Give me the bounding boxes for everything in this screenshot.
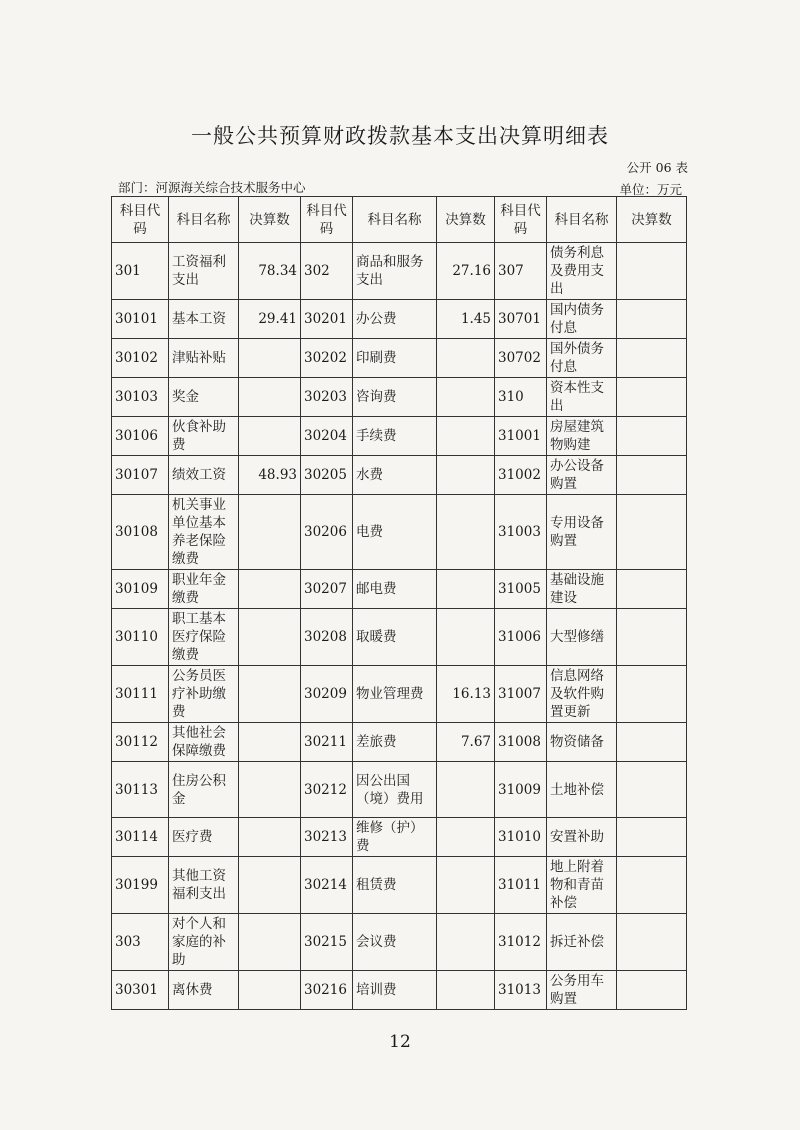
- cell-amount: [239, 666, 301, 723]
- cell-name: 机关事业单位基本养老保险缴费: [169, 495, 239, 570]
- table-row: [112, 456, 687, 495]
- unit-label: 单位：万元: [619, 182, 682, 197]
- cell-amount: [437, 417, 495, 456]
- cell-code: 30113: [112, 762, 169, 818]
- cell-name: 物业管理费: [353, 666, 437, 723]
- cell-code: 307: [495, 243, 547, 300]
- cell-amount: 29.41: [239, 300, 301, 339]
- cell-name: 大型修缮: [547, 609, 617, 666]
- table-row: [112, 495, 687, 570]
- cell-amount: [617, 495, 687, 570]
- cell-name: 差旅费: [353, 723, 437, 762]
- cell-name: 基本工资: [169, 300, 239, 339]
- table-row: [112, 339, 687, 378]
- cell-amount: [617, 456, 687, 495]
- cell-amount: [617, 378, 687, 417]
- cell-name: 会议费: [353, 914, 437, 971]
- cell-name: 国外债务付息: [547, 339, 617, 378]
- cell-code: 30199: [112, 857, 169, 914]
- cell-amount: [437, 818, 495, 857]
- cell-code: 30106: [112, 417, 169, 456]
- cell-code: 30216: [301, 971, 353, 1010]
- cell-amount: [617, 857, 687, 914]
- cell-name: 职工基本医疗保险缴费: [169, 609, 239, 666]
- cell-amount: [239, 857, 301, 914]
- cell-amount: [617, 243, 687, 300]
- cell-amount: 16.13: [437, 666, 495, 723]
- table-row: [112, 971, 687, 1010]
- cell-amount: [617, 339, 687, 378]
- cell-amount: [239, 339, 301, 378]
- table-row: [112, 378, 687, 417]
- cell-name: 维修（护）费: [353, 818, 437, 857]
- cell-code: 30212: [301, 762, 353, 818]
- cell-code: 30213: [301, 818, 353, 857]
- cell-name: 津贴补贴: [169, 339, 239, 378]
- cell-name: 医疗费: [169, 818, 239, 857]
- cell-name: 物资储备: [547, 723, 617, 762]
- cell-code: 30112: [112, 723, 169, 762]
- cell-name: 土地补偿: [547, 762, 617, 818]
- cell-code: 30102: [112, 339, 169, 378]
- cell-name: 印刷费: [353, 339, 437, 378]
- cell-amount: [239, 723, 301, 762]
- cell-code: 30201: [301, 300, 353, 339]
- table-row: [112, 300, 687, 339]
- table-row: [112, 666, 687, 723]
- cell-amount: [617, 914, 687, 971]
- cell-amount: [617, 762, 687, 818]
- cell-code: 30208: [301, 609, 353, 666]
- cell-amount: [239, 378, 301, 417]
- cell-amount: [239, 417, 301, 456]
- cell-code: 30114: [112, 818, 169, 857]
- cell-amount: [617, 300, 687, 339]
- cell-amount: [437, 495, 495, 570]
- expenditure-table: [111, 196, 687, 1010]
- cell-name: 公务用车购置: [547, 971, 617, 1010]
- cell-amount: [617, 417, 687, 456]
- department-label: 部门：河源海关综合技术服务中心: [118, 180, 306, 195]
- cell-code: 30215: [301, 914, 353, 971]
- cell-code: 30101: [112, 300, 169, 339]
- cell-amount: [617, 971, 687, 1010]
- cell-name: 邮电费: [353, 570, 437, 609]
- cell-amount: [239, 570, 301, 609]
- cell-code: 31008: [495, 723, 547, 762]
- cell-amount: [617, 666, 687, 723]
- cell-name: 伙食补助费: [169, 417, 239, 456]
- table-row: [112, 243, 687, 300]
- cell-code: 31010: [495, 818, 547, 857]
- cell-code: 30203: [301, 378, 353, 417]
- cell-name: 专用设备购置: [547, 495, 617, 570]
- form-number: 公开 06 表: [626, 160, 688, 175]
- header-name: 科目名称: [353, 197, 437, 243]
- cell-code: 302: [301, 243, 353, 300]
- cell-code: 30111: [112, 666, 169, 723]
- cell-amount: [239, 762, 301, 818]
- cell-code: 303: [112, 914, 169, 971]
- cell-amount: [437, 609, 495, 666]
- table-row: [112, 609, 687, 666]
- cell-amount: [437, 857, 495, 914]
- cell-name: 租赁费: [353, 857, 437, 914]
- cell-amount: [239, 914, 301, 971]
- cell-code: 30109: [112, 570, 169, 609]
- cell-name: 基础设施建设: [547, 570, 617, 609]
- header-amount: 决算数: [437, 197, 495, 243]
- cell-code: 31006: [495, 609, 547, 666]
- cell-name: 培训费: [353, 971, 437, 1010]
- cell-code: 30214: [301, 857, 353, 914]
- cell-name: 办公设备购置: [547, 456, 617, 495]
- cell-code: 30206: [301, 495, 353, 570]
- cell-name: 公务员医疗补助缴费: [169, 666, 239, 723]
- cell-name: 职业年金缴费: [169, 570, 239, 609]
- cell-code: 301: [112, 243, 169, 300]
- cell-name: 房屋建筑物购建: [547, 417, 617, 456]
- cell-code: 31007: [495, 666, 547, 723]
- table-row: [112, 818, 687, 857]
- cell-name: 取暖费: [353, 609, 437, 666]
- cell-name: 因公出国（境）费用: [353, 762, 437, 818]
- table-row: [112, 417, 687, 456]
- cell-name: 其他社会保障缴费: [169, 723, 239, 762]
- header-row: [112, 197, 687, 243]
- cell-amount: [437, 762, 495, 818]
- header-name: 科目名称: [547, 197, 617, 243]
- cell-amount: [437, 971, 495, 1010]
- cell-name: 办公费: [353, 300, 437, 339]
- cell-code: 31013: [495, 971, 547, 1010]
- cell-code: 31009: [495, 762, 547, 818]
- cell-name: 绩效工资: [169, 456, 239, 495]
- cell-name: 离休费: [169, 971, 239, 1010]
- cell-amount: [617, 723, 687, 762]
- header-code: 科目代码: [495, 197, 547, 243]
- cell-name: 住房公积金: [169, 762, 239, 818]
- cell-code: 30108: [112, 495, 169, 570]
- cell-code: 31011: [495, 857, 547, 914]
- cell-code: 31001: [495, 417, 547, 456]
- cell-amount: [437, 456, 495, 495]
- cell-name: 国内债务付息: [547, 300, 617, 339]
- cell-name: 水费: [353, 456, 437, 495]
- cell-amount: [239, 971, 301, 1010]
- cell-amount: [437, 378, 495, 417]
- cell-code: 31003: [495, 495, 547, 570]
- cell-amount: 7.67: [437, 723, 495, 762]
- cell-amount: [239, 818, 301, 857]
- cell-name: 信息网络及软件购置更新: [547, 666, 617, 723]
- table-row: [112, 762, 687, 818]
- cell-amount: [617, 609, 687, 666]
- cell-code: 30301: [112, 971, 169, 1010]
- cell-amount: 48.93: [239, 456, 301, 495]
- cell-amount: [239, 609, 301, 666]
- cell-amount: 78.34: [239, 243, 301, 300]
- table-row: [112, 857, 687, 914]
- cell-name: 债务利息及费用支出: [547, 243, 617, 300]
- cell-code: 30107: [112, 456, 169, 495]
- cell-name: 拆迁补偿: [547, 914, 617, 971]
- header-amount: 决算数: [239, 197, 301, 243]
- header-code: 科目代码: [112, 197, 169, 243]
- cell-name: 对个人和家庭的补助: [169, 914, 239, 971]
- cell-code: 30209: [301, 666, 353, 723]
- header-name: 科目名称: [169, 197, 239, 243]
- cell-code: 310: [495, 378, 547, 417]
- table-row: [112, 570, 687, 609]
- cell-amount: 27.16: [437, 243, 495, 300]
- cell-name: 电费: [353, 495, 437, 570]
- cell-name: 资本性支出: [547, 378, 617, 417]
- cell-amount: [617, 570, 687, 609]
- cell-code: 30110: [112, 609, 169, 666]
- header-amount: 决算数: [617, 197, 687, 243]
- page-title: 一般公共预算财政拨款基本支出决算明细表: [191, 124, 609, 148]
- cell-name: 咨询费: [353, 378, 437, 417]
- cell-code: 30202: [301, 339, 353, 378]
- cell-code: 30204: [301, 417, 353, 456]
- cell-code: 30205: [301, 456, 353, 495]
- cell-name: 工资福利支出: [169, 243, 239, 300]
- cell-code: 30103: [112, 378, 169, 417]
- header-code: 科目代码: [301, 197, 353, 243]
- cell-code: 31012: [495, 914, 547, 971]
- cell-name: 其他工资福利支出: [169, 857, 239, 914]
- cell-name: 地上附着物和青苗补偿: [547, 857, 617, 914]
- cell-code: 30701: [495, 300, 547, 339]
- table-row: [112, 914, 687, 971]
- cell-amount: [437, 339, 495, 378]
- cell-code: 30211: [301, 723, 353, 762]
- page-number: 12: [389, 1032, 411, 1052]
- cell-code: 31002: [495, 456, 547, 495]
- cell-amount: 1.45: [437, 300, 495, 339]
- cell-name: 奖金: [169, 378, 239, 417]
- cell-name: 安置补助: [547, 818, 617, 857]
- cell-amount: [617, 818, 687, 857]
- cell-name: 商品和服务支出: [353, 243, 437, 300]
- cell-code: 30207: [301, 570, 353, 609]
- cell-amount: [437, 570, 495, 609]
- cell-name: 手续费: [353, 417, 437, 456]
- cell-code: 30702: [495, 339, 547, 378]
- cell-amount: [239, 495, 301, 570]
- cell-amount: [437, 914, 495, 971]
- cell-code: 31005: [495, 570, 547, 609]
- table-row: [112, 723, 687, 762]
